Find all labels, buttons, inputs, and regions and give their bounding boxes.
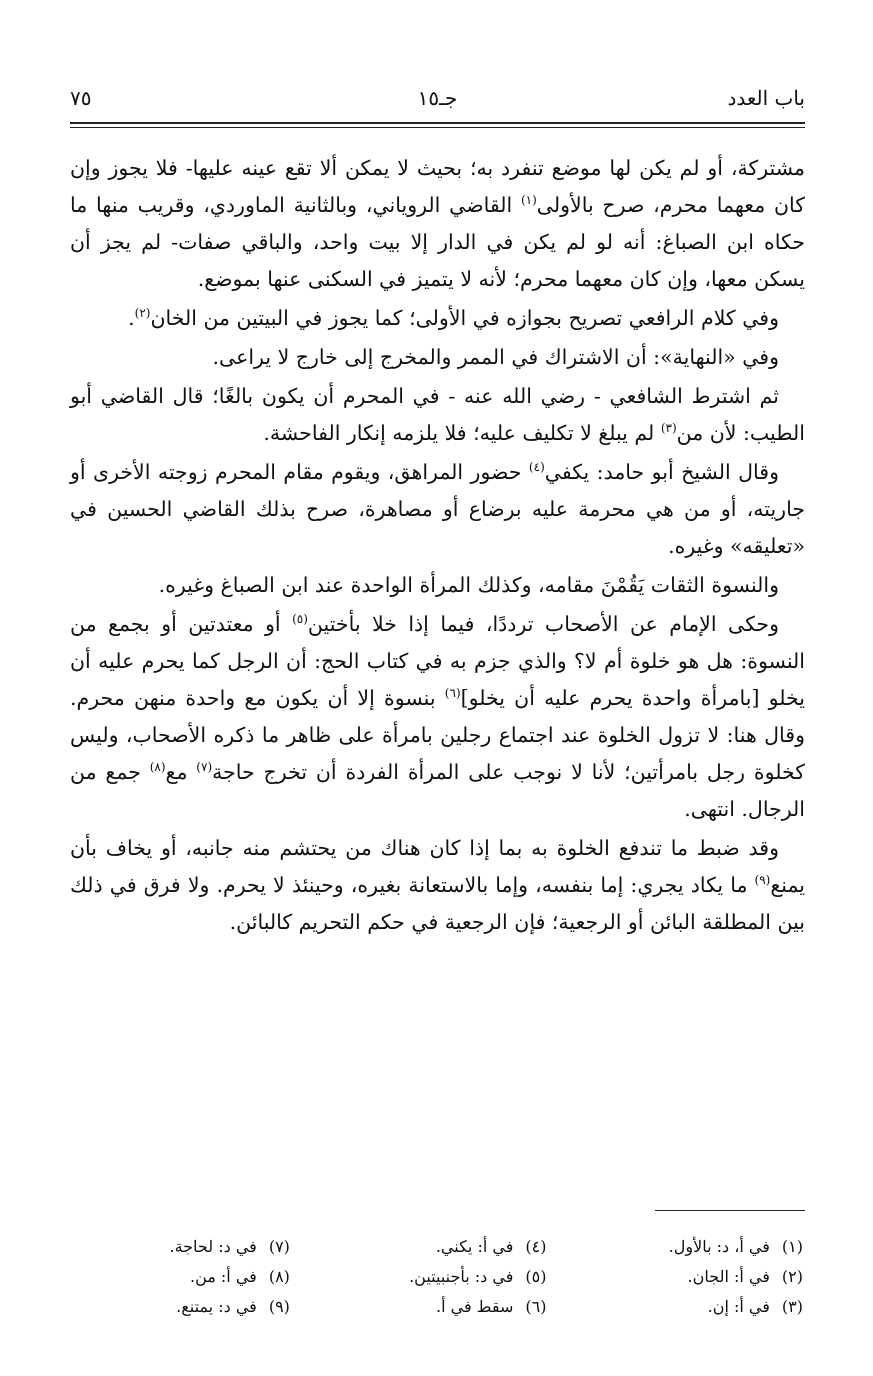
footnote-item [327,1262,547,1292]
text-run: والنسوة الثقات يَقُمْنَ مقامه، وكذلك المرأة الواحدة عند ابن الصباغ وغيره. [158,573,779,597]
footnote-ref: (٣) [660,421,677,436]
footnote-number: (٨) [268,1267,290,1286]
main-text [70,150,805,943]
footnote-ref: (٨) [149,760,166,775]
footnote-column [70,1232,290,1322]
footnote-text: في أ: الجان. [687,1267,770,1286]
footnote-separator [655,1210,805,1211]
footnote-text: في أ: يكني. [435,1237,514,1256]
text-run: حضور المراهق، ويقوم مقام المحرم زوجته الأخرى أو جاريته، أو من هي محرمة عليه برضاع أو مصاهرة، صرح بذلك القاضي الحسين في «تعليقه» وغيره. [70,460,805,558]
footnote-text: في د: بأجنبيتين. [409,1267,514,1286]
text-run: وقال الشيخ أبو حامد: يكفي [544,460,779,484]
footnote-number: (٧) [268,1237,290,1256]
footnote-ref: (٧) [196,760,213,775]
footnote-number: (٢) [781,1267,803,1286]
volume-label: جـ١٥ [417,86,458,110]
footnote-text: في أ: إن. [707,1297,770,1316]
text-run: لم يبلغ لا تكليف عليه؛ فلا يلزمه إنكار الفاحشة. [263,421,661,445]
text-run: جمع من الرجال. انتهى. [70,760,805,821]
footnote-ref: (١) [520,193,537,208]
footnote-column [583,1232,803,1322]
paragraph [70,300,805,337]
footnote-item [70,1232,290,1262]
running-header [70,86,805,122]
footnote-ref: (٢) [134,306,151,321]
text-run: . [128,306,135,330]
text-run: وحكى الإمام عن الأصحاب ترددًا، فيما إذا خلا بأختين [307,612,779,636]
text-run: أو معتدتين أو بجمع من النسوة: هل هو خلوة أم لا؟ والذي جزم به في كتاب الحج: أن الرجل كما يحرم عليه أن يخلو [بامرأة واحدة يحرم عليه أن يخلو] [70,612,805,710]
footnote-item [583,1232,803,1262]
text-run: وقد ضبط ما تندفع الخلوة به بما إذا كان هناك من يحتشم منه جانبه، أو يخاف بأن يمنع [70,836,805,897]
footnote-text: سقط في أ. [435,1297,514,1316]
paragraph [70,339,805,376]
paragraph [70,150,805,298]
footnote-item [583,1262,803,1292]
footnotes [70,1232,803,1322]
paragraph [70,378,805,452]
footnote-item [70,1292,290,1322]
footnote-text: في أ، د: بالأول. [668,1237,770,1256]
footnote-number: (٣) [781,1297,803,1316]
footnote-number: (٩) [268,1297,290,1316]
paragraph [70,830,805,941]
footnote-item [583,1292,803,1322]
header-rule-thick [70,122,805,124]
footnote-ref: (٥) [292,612,308,627]
footnote-number: (٦) [525,1297,547,1316]
page-number: ٧٥ [70,86,92,110]
footnote-number: (٤) [525,1237,547,1256]
text-run: ثم اشترط الشافعي - رضي الله عنه - في المحرم أن يكون بالغًا؛ قال القاضي أبو الطيب: لأن من [70,384,805,445]
text-run: وفي كلام الرافعي تصريح بجوازه في الأولى؛ كما يجوز في البيتين من الخان [150,306,779,330]
paragraph [70,606,805,828]
footnote-ref: (٦) [444,686,461,701]
footnote-text: في أ: من. [189,1267,257,1286]
footnote-number: (١) [781,1237,803,1256]
footnote-text: في د: يمتنع. [176,1297,257,1316]
text-run: القاضي الروياني، وبالثانية الماوردي، وقريب منها ما حكاه ابن الصباغ: أنه لو لم يكن في الدار إلا بيت واحد، والباقي صفات- لم يجز أن يسكن معها، وإن كان معهما محرم؛ لأنه لا يتميز في السكنى عنها بموضع. [70,193,805,291]
text-run: مشتركة، أو لم يكن لها موضع تنفرد به؛ بحيث لا يمكن ألا تقع عينه عليها- فلا يجوز وإن كان معهما محرم، صرح بالأولى [70,156,806,217]
footnote-ref: (٤) [528,460,545,475]
chapter-title: باب العدد [727,86,805,110]
footnote-number: (٥) [525,1267,547,1286]
text-run: مع [165,760,197,784]
footnote-item [70,1262,290,1292]
footnote-ref: (٩) [754,873,771,888]
footnote-item [327,1232,547,1262]
paragraph [70,454,805,565]
text-run: بنسوة إلا أن يكون مع واحدة منهن محرم. وقال هنا: لا تزول الخلوة عند اجتماع رجلين بامرأة على ظاهر ما ذكره الأصحاب، وليس كخلوة رجل بامرأتين؛ لأنا لا نوجب على المرأة الفردة أن تخرج حاجة [70,686,805,784]
text-run: ما يكاد يجري: إما بنفسه، وإما بالاستعانة بغيره، وحينئذ لا يحرم. ولا فرق في ذلك بين المطلقة البائن أو الرجعية؛ فإن الرجعية في حكم التحريم كالبائن. [70,873,805,934]
paragraph [70,567,805,604]
footnote-item [327,1292,547,1322]
text-run: وفي «النهاية»: أن الاشتراك في الممر والمخرج إلى خارج لا يراعى. [212,345,779,369]
header-rule-thin [70,127,805,128]
footnote-text: في د: لحاجة. [169,1237,257,1256]
footnote-column [327,1232,547,1322]
